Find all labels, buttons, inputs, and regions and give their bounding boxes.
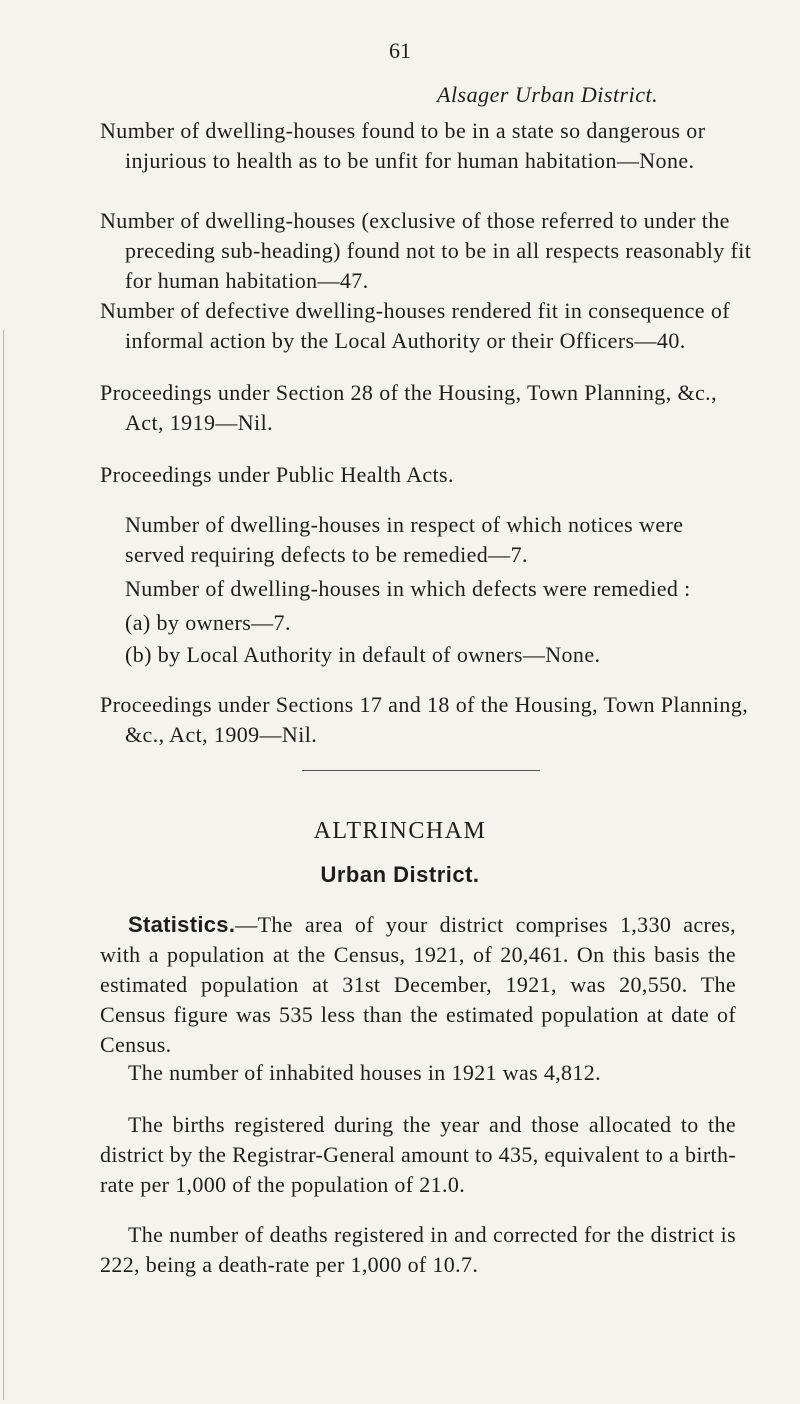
statistics-label: Statistics. xyxy=(128,912,236,937)
by-authority-item: (b) by Local Authority in default of owners—None. xyxy=(125,642,601,667)
notices-served-paragraph: Number of dwelling-houses in respect of which notices were served requiring defects to be remedied—7. xyxy=(125,512,684,567)
not-fit-dwellings-paragraph: Number of dwelling-houses (exclusive of those referred to under the preceding sub-heading) found not to be in all respects reasonably fit for human habitation—47. xyxy=(100,208,752,293)
town-title: ALTRINCHAM xyxy=(313,818,487,844)
section-divider xyxy=(302,770,540,771)
unfit-dwellings-paragraph: Number of dwelling-houses found to be in a state so dangerous or injurious to health as to be unfit for human habitation—None. xyxy=(100,118,706,173)
sections-17-18-paragraph: Proceedings under Sections 17 and 18 of the Housing, Town Planning, &c., Act, 1909—Nil. xyxy=(100,692,749,747)
town-subtitle: Urban District. xyxy=(320,862,480,887)
deaths-paragraph: The number of deaths registered in and corrected for the district is 222, being a death-rate per 1,000 of 10.7. xyxy=(100,1222,736,1277)
public-health-heading: Proceedings under Public Health Acts. xyxy=(100,462,454,487)
page-number: 61 xyxy=(389,38,411,63)
rendered-fit-paragraph: Number of defective dwelling-houses rendered fit in consequence of informal action by the Local Authority or their Officers—40. xyxy=(100,298,730,353)
section-heading: Alsager Urban District. xyxy=(437,82,659,107)
births-paragraph: The births registered during the year and those allocated to the district by the Registrar-General amount to 435, equivalent to a birth-rate per 1,000 of the population of 21.0. xyxy=(100,1112,736,1197)
by-owners-item: (a) by owners—7. xyxy=(125,610,291,635)
statistics-paragraph xyxy=(100,910,736,1060)
statistics-text: —The area of your district comprises 1,330 acres, with a population at the Census, 1921, of 20,461. On this basis the estimated population at 31st December, 1921, was 20,550. The Census figure was 535 less than the estimated population at date of Census. xyxy=(100,912,736,1057)
inhabited-houses-paragraph: The number of inhabited houses in 1921 was 4,812. xyxy=(128,1060,601,1085)
defects-remedied-paragraph: Number of dwelling-houses in which defects were remedied : xyxy=(125,576,691,601)
section-28-paragraph: Proceedings under Section 28 of the Housing, Town Planning, &c., Act, 1919—Nil. xyxy=(100,380,717,435)
